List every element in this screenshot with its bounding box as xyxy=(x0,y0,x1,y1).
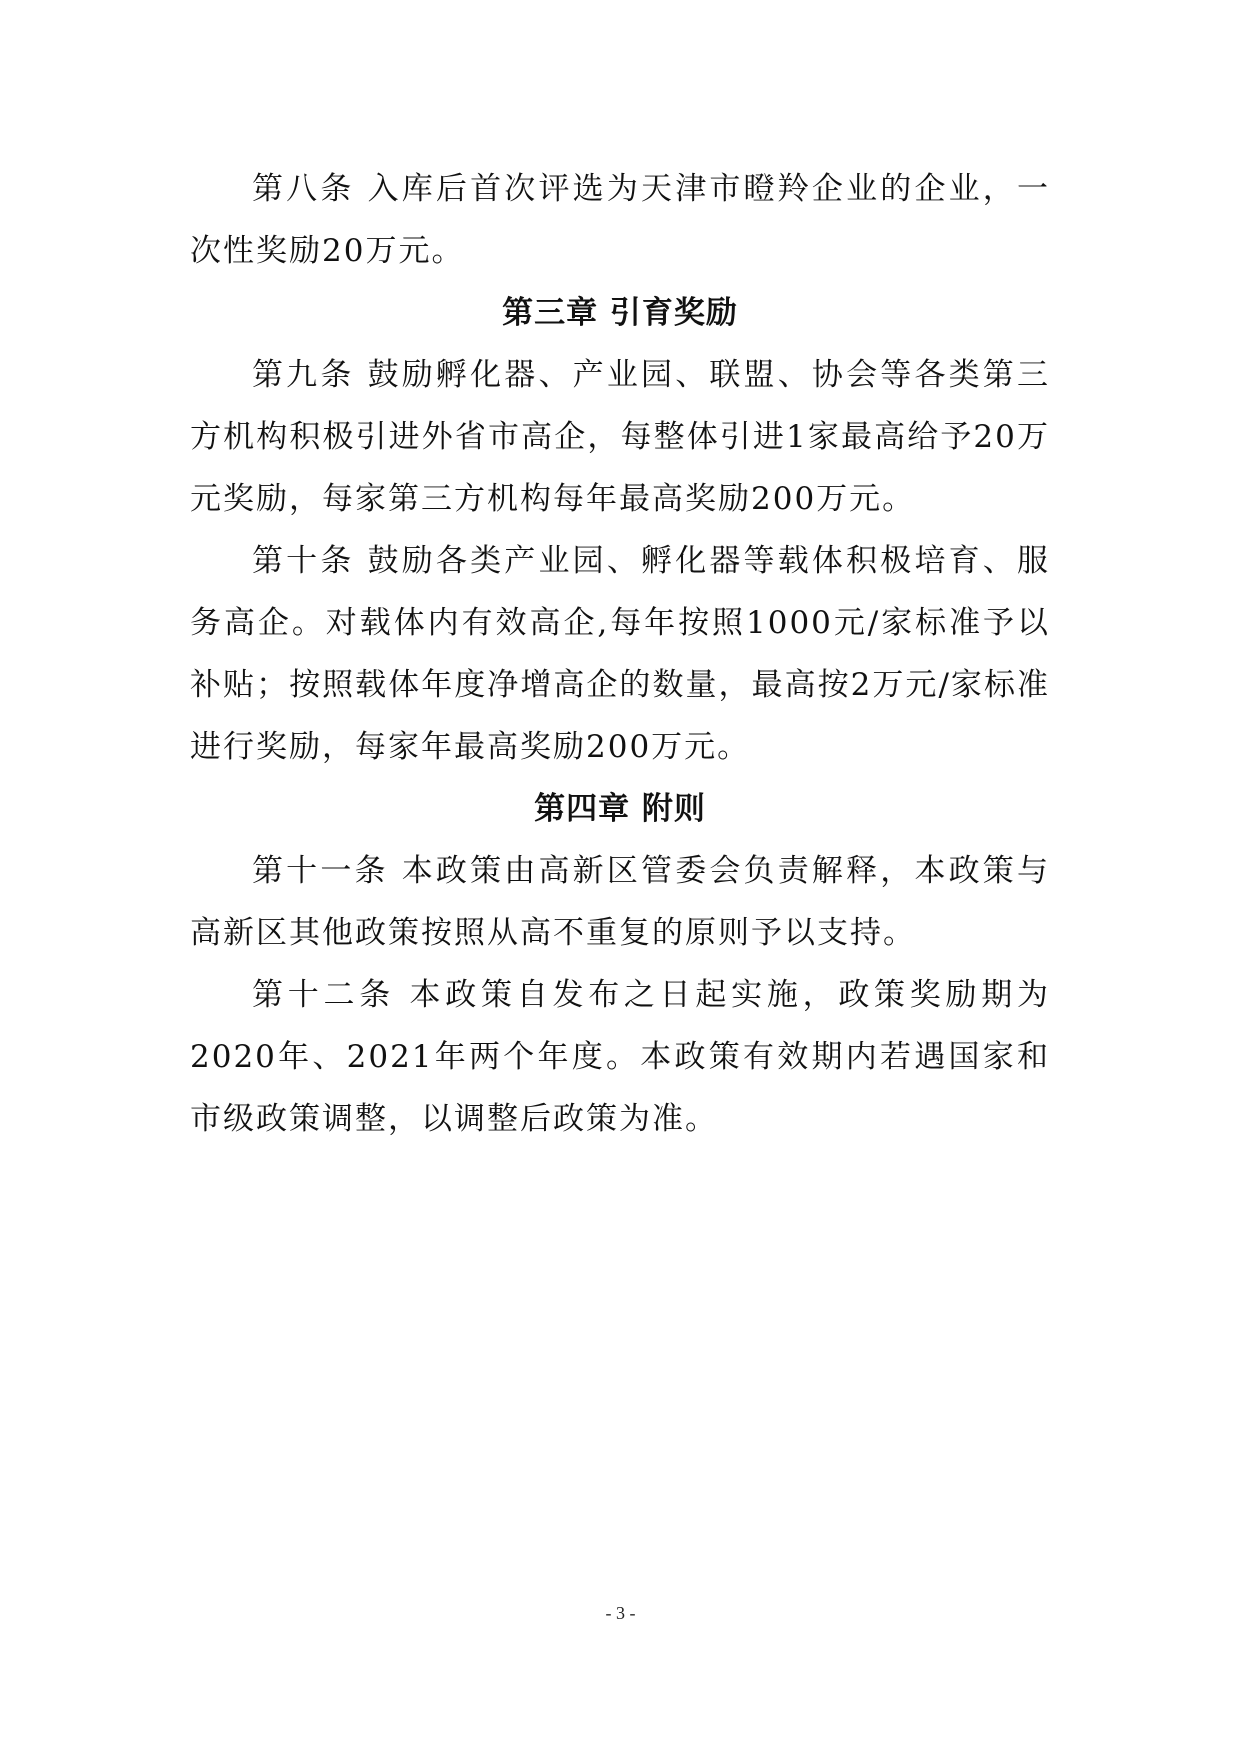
chapter-4-heading: 第四章 附则 xyxy=(534,791,706,827)
article-12-paragraph: 第十二条 本政策自发布之日起实施，政策奖励期为2020年、2021年两个年度。本政策有效期内若遇国家和市级政策调整，以调整后政策为准。 xyxy=(190,977,1050,1137)
article-8-paragraph: 第八条 入库后首次评选为天津市瞪羚企业的企业，一次性奖励20万元。 xyxy=(190,171,1050,269)
article-9-paragraph: 第九条 鼓励孵化器、产业园、联盟、协会等各类第三方机构积极引进外省市高企，每整体引进1家最高给予20万元奖励，每家第三方机构每年最高奖励200万元。 xyxy=(190,357,1050,517)
article-10-paragraph: 第十条 鼓励各类产业园、孵化器等载体积极培育、服务高企。对载体内有效高企,每年按照1000元/家标准予以补贴；按照载体年度净增高企的数量，最高按2万元/家标准进行奖励，每家年最高奖励200万元。 xyxy=(190,543,1050,765)
page-number: - 3 - xyxy=(605,1603,636,1623)
document-body xyxy=(190,158,1050,1150)
article-11-paragraph: 第十一条 本政策由高新区管委会负责解释，本政策与高新区其他政策按照从高不重复的原则予以支持。 xyxy=(190,853,1050,951)
chapter-3-heading: 第三章 引育奖励 xyxy=(502,295,738,331)
